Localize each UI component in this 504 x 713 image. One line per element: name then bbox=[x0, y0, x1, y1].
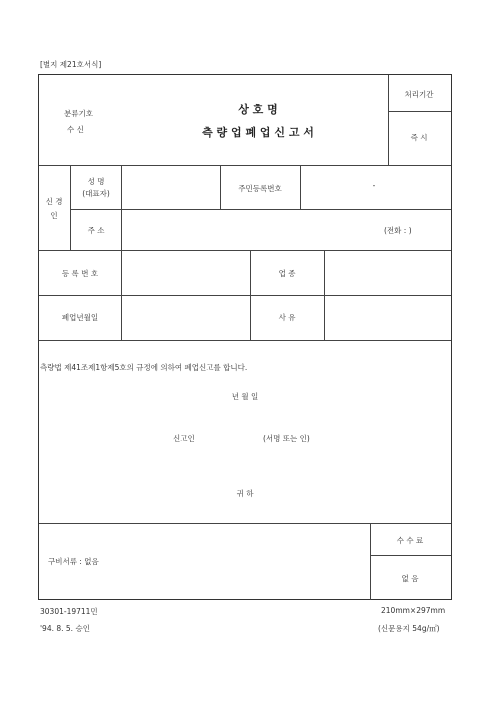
divider bbox=[39, 523, 451, 524]
form-title: 측 량 업 폐 업 신 고 서 bbox=[202, 126, 314, 139]
processing-period-label: 처리기간 bbox=[404, 90, 434, 99]
reporter-label: 신고인 bbox=[173, 434, 195, 443]
resident-number-field[interactable] bbox=[301, 167, 450, 208]
registration-number-label: 등 록 번 호 bbox=[61, 269, 99, 278]
name-field[interactable] bbox=[122, 167, 219, 208]
divider bbox=[388, 111, 451, 112]
processing-period-value: 즉 시 bbox=[410, 133, 428, 142]
statement-text: 측량법 제41조제1항제5호의 규정에 의하여 폐업신고를 합니다. bbox=[40, 363, 248, 372]
date-line: 년 월 일 bbox=[231, 392, 259, 401]
business-type-label: 업 종 bbox=[278, 269, 296, 278]
resident-number-label: 주민등록번호 bbox=[238, 184, 282, 193]
form-number: [별지 제21호서식] bbox=[40, 60, 102, 69]
divider bbox=[39, 250, 451, 251]
recipient-label: 수 신 bbox=[67, 125, 84, 134]
divider bbox=[388, 75, 389, 165]
phone-label: (전화 : ) bbox=[384, 226, 412, 235]
paper-size: 210mm×297mm bbox=[381, 606, 446, 615]
address-field[interactable] bbox=[122, 211, 372, 249]
divider bbox=[70, 166, 71, 250]
applicant-label: 신 경 bbox=[45, 197, 63, 206]
applicant-label-2: 인 bbox=[50, 211, 58, 220]
divider bbox=[39, 165, 451, 166]
divider bbox=[250, 251, 251, 340]
closure-date-field[interactable] bbox=[122, 297, 249, 339]
business-type-field[interactable] bbox=[325, 252, 450, 294]
divider bbox=[370, 555, 451, 556]
divider bbox=[39, 340, 451, 341]
fee-label: 수 수 료 bbox=[396, 536, 424, 545]
attachments-label: 구비서류 : 없음 bbox=[48, 557, 99, 566]
resident-number-separator: - bbox=[372, 181, 376, 190]
signature-note: (서명 또는 인) bbox=[263, 434, 310, 443]
reporter-field[interactable] bbox=[205, 428, 260, 444]
classification-code-label: 분류기호 bbox=[64, 109, 93, 118]
divider bbox=[220, 166, 221, 209]
reason-field[interactable] bbox=[325, 297, 450, 339]
reason-label: 사 유 bbox=[278, 313, 296, 322]
divider bbox=[39, 295, 451, 296]
addressee: 귀 하 bbox=[236, 489, 254, 498]
address-label: 주 소 bbox=[87, 226, 105, 235]
registration-number-field[interactable] bbox=[122, 252, 249, 294]
representative-label: (대표자) bbox=[82, 189, 110, 198]
name-label: 성 명 bbox=[87, 177, 105, 186]
approval-date: '94. 8. 5. 승인 bbox=[40, 624, 90, 633]
fee-value: 없 음 bbox=[401, 574, 419, 583]
form-code: 30301-19711민 bbox=[40, 607, 98, 616]
trade-name-title: 상 호 명 bbox=[238, 103, 278, 116]
divider bbox=[70, 209, 451, 210]
paper-type: (신문용지 54g/㎡) bbox=[378, 624, 440, 633]
divider bbox=[370, 524, 371, 600]
closure-date-label: 폐업년월일 bbox=[61, 313, 99, 322]
